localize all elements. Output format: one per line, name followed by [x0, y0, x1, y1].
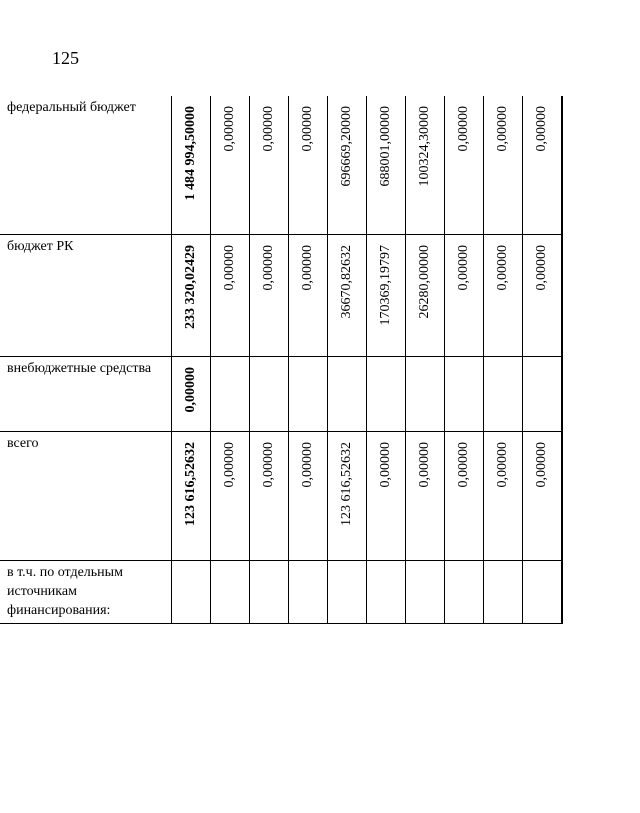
value-cell [522, 234, 561, 356]
value-cell [210, 96, 249, 234]
cell-value: 0,00000 [455, 441, 471, 487]
cell-value: 123 616,52632 [338, 441, 354, 526]
value-cell [405, 234, 444, 356]
value-cell [405, 96, 444, 234]
cell-value: 100324,30000 [416, 106, 432, 187]
cell-value: 0,00000 [260, 244, 276, 290]
value-cell [444, 431, 483, 560]
value-cell [288, 96, 327, 234]
value-cell [483, 431, 522, 560]
cell-value: 0,00000 [221, 106, 237, 152]
cell-value: 0,00000 [533, 244, 549, 290]
by-source-row [0, 560, 562, 623]
total-value: 1 484 994,50000 [182, 106, 198, 201]
total-value: 0,00000 [182, 366, 198, 412]
value-cell [288, 431, 327, 560]
cell-value [561, 245, 562, 291]
value-cell [483, 96, 522, 234]
total-cell [171, 96, 210, 234]
cell-value: 0,00000 [260, 441, 276, 487]
cell-value: 0,00000 [455, 244, 471, 290]
value-cell [366, 560, 405, 623]
value-cell [327, 560, 366, 623]
value-cell [483, 234, 522, 356]
value-cell [522, 560, 561, 623]
budget-table [0, 96, 563, 624]
value-cell [210, 560, 249, 623]
cell-value: 0,00000 [221, 441, 237, 487]
value-cell [561, 356, 562, 431]
cell-value [561, 106, 562, 152]
row-label: федеральный бюджет [0, 96, 171, 234]
value-cell [444, 96, 483, 234]
cell-value: 0,00000 [494, 106, 510, 152]
value-cell [249, 234, 288, 356]
cell-value: 0,00000 [455, 106, 471, 152]
value-cell [288, 560, 327, 623]
regional-budget-row [0, 234, 562, 356]
total-cell [171, 356, 210, 431]
value-cell [444, 356, 483, 431]
value-cell [288, 356, 327, 431]
value-cell [522, 356, 561, 431]
cell-value: 0,00000 [533, 106, 549, 152]
page-number: 125 [52, 48, 79, 68]
total-value: 123 616,52632 [182, 441, 198, 526]
value-cell [405, 356, 444, 431]
value-cell [210, 431, 249, 560]
cell-value: 0,00000 [494, 441, 510, 487]
value-cell [561, 560, 562, 623]
value-cell [444, 234, 483, 356]
value-cell [561, 96, 562, 234]
cell-value: 0,00000 [299, 244, 315, 290]
value-cell [288, 234, 327, 356]
value-cell [366, 96, 405, 234]
cell-value: 0,00000 [299, 106, 315, 152]
cell-value: 0,00000 [260, 106, 276, 152]
cell-value [561, 442, 562, 488]
total-cell [171, 431, 210, 560]
cell-value: 26280,00000 [416, 244, 432, 318]
row-label: бюджет РК [0, 234, 171, 356]
value-cell [210, 234, 249, 356]
value-cell [249, 560, 288, 623]
cell-value: 0,00000 [533, 441, 549, 487]
value-cell [327, 356, 366, 431]
row-label: в т.ч. по отдельным источникам финансирования: [0, 560, 171, 623]
cell-value: 0,00000 [416, 441, 432, 487]
total-cell [171, 234, 210, 356]
value-cell [522, 96, 561, 234]
federal-budget-row [0, 96, 562, 234]
value-cell [561, 431, 562, 560]
value-cell [327, 234, 366, 356]
value-cell [405, 431, 444, 560]
value-cell [522, 431, 561, 560]
value-cell [366, 431, 405, 560]
value-cell [249, 431, 288, 560]
value-cell [561, 234, 562, 356]
cell-value: 0,00000 [494, 244, 510, 290]
value-cell [210, 356, 249, 431]
total-cell [171, 560, 210, 623]
cell-value: 0,00000 [221, 244, 237, 290]
value-cell [405, 560, 444, 623]
cell-value: 36670,82632 [338, 244, 354, 318]
value-cell [444, 560, 483, 623]
cell-value: 170369,19797 [377, 244, 393, 325]
row-label: внебюджетные средства [0, 356, 171, 431]
value-cell [327, 96, 366, 234]
row-label: всего [0, 431, 171, 560]
value-cell [249, 96, 288, 234]
cell-value: 0,00000 [299, 441, 315, 487]
cell-value: 696669,20000 [338, 106, 354, 187]
total-value: 233 320,02429 [182, 244, 198, 329]
value-cell [483, 356, 522, 431]
total-row [0, 431, 562, 560]
value-cell [366, 356, 405, 431]
value-cell [249, 356, 288, 431]
value-cell [327, 431, 366, 560]
value-cell [366, 234, 405, 356]
extrabudgetary-row [0, 356, 562, 431]
cell-value: 0,00000 [377, 441, 393, 487]
value-cell [483, 560, 522, 623]
cell-value: 688001,00000 [377, 106, 393, 187]
